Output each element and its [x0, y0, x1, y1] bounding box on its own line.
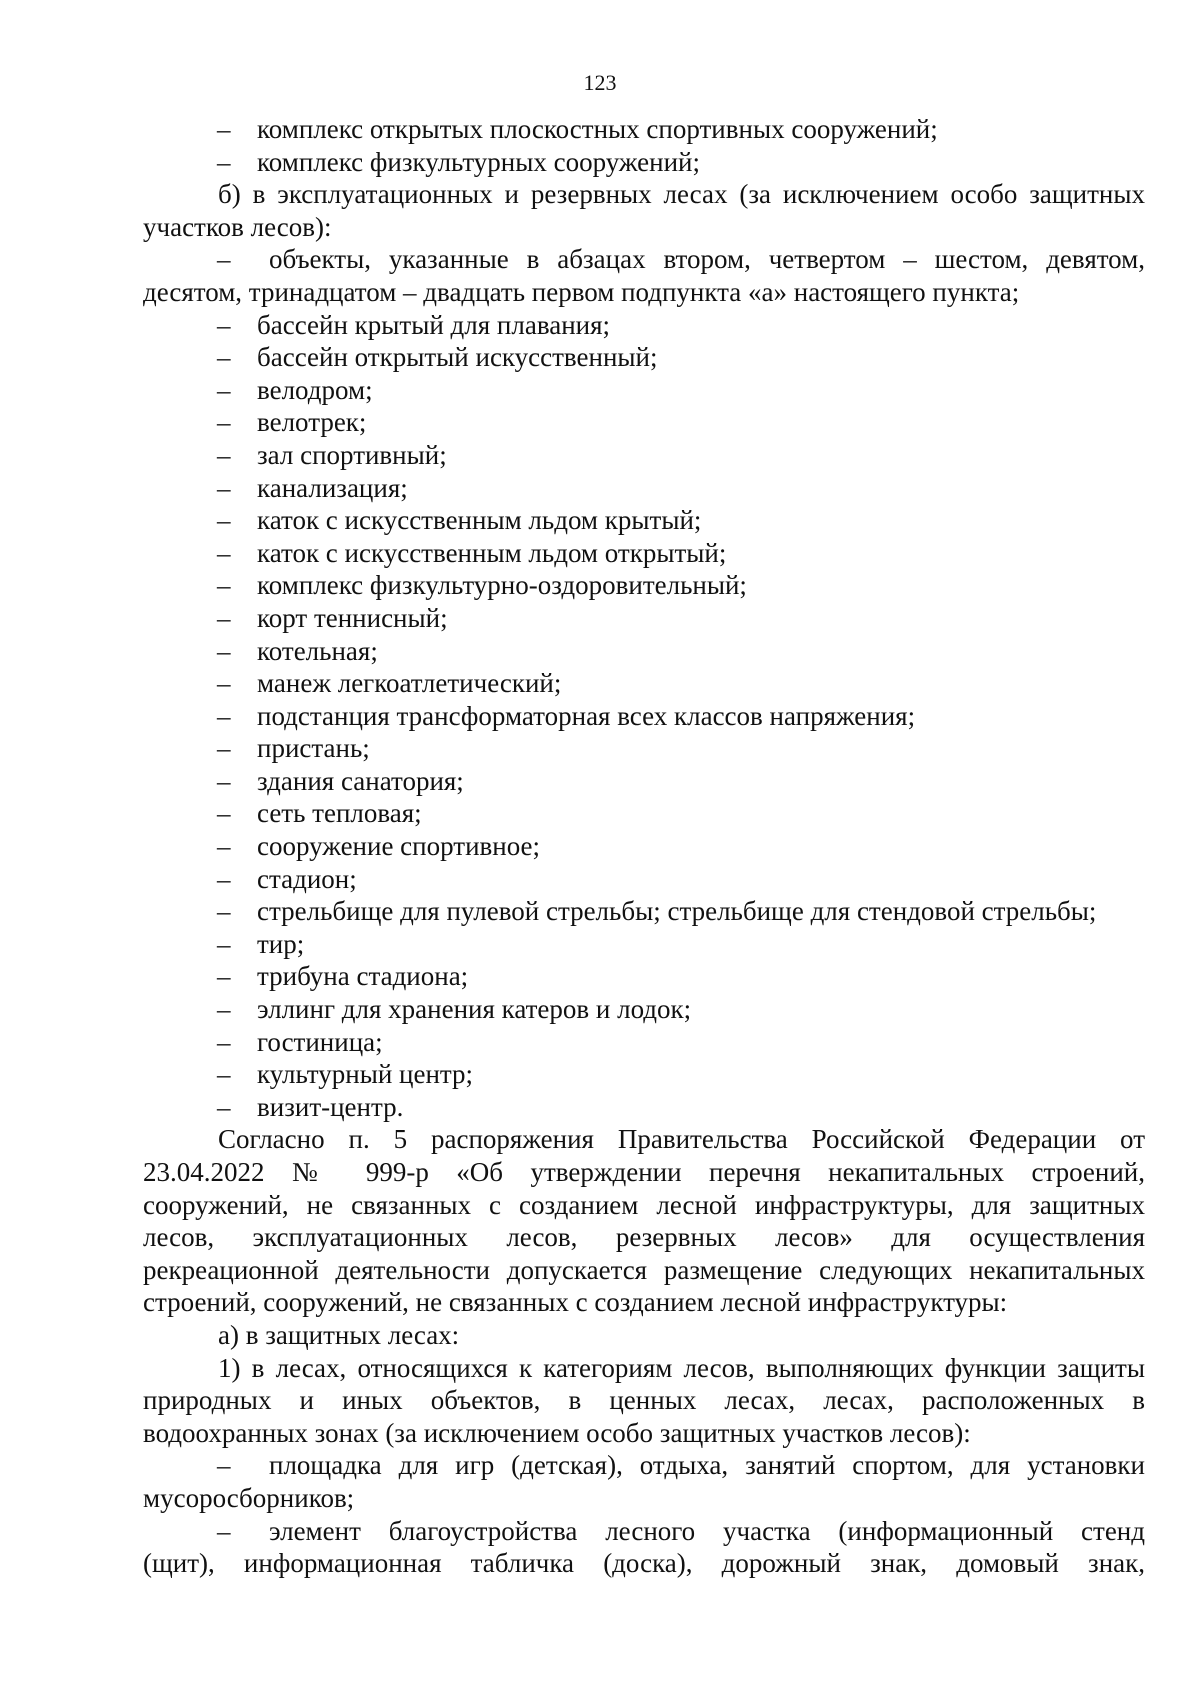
line-text: природных и иных объектов, в ценных лесах, лесах, расположенных в — [143, 1385, 1145, 1416]
list-dash: – — [217, 602, 231, 633]
text-line — [143, 1058, 1145, 1091]
text-line — [143, 1156, 1145, 1189]
list-dash: – — [217, 439, 231, 470]
text-line — [143, 276, 1145, 309]
text-line — [143, 732, 1145, 765]
text-line — [143, 341, 1145, 374]
line-text: десятом, тринадцатом – двадцать первом подпункта «а» настоящего пункта; — [143, 276, 1020, 307]
list-dash: – — [217, 537, 231, 568]
list-dash: – — [217, 472, 231, 503]
list-dash: – — [217, 114, 231, 144]
line-text: б) в эксплуатационных и резервных лесах (за исключением особо защитных — [218, 179, 1145, 210]
list-dash: – — [217, 570, 231, 601]
text-line — [143, 472, 1145, 505]
text-line — [143, 1352, 1145, 1385]
line-text: участков лесов): — [143, 211, 332, 242]
text-line — [143, 243, 1145, 276]
text-line — [143, 1189, 1145, 1222]
page-number: 123 — [583, 70, 617, 95]
list-dash: – — [217, 244, 231, 275]
line-text: объекты, указанные в абзацах втором, четвертом – шестом, девятом, — [269, 244, 1145, 275]
list-dash: – — [217, 1059, 231, 1090]
text-line — [143, 765, 1145, 798]
text-line — [143, 993, 1145, 1026]
list-dash: – — [217, 1091, 231, 1122]
list-dash: – — [217, 1026, 231, 1057]
list-dash: – — [217, 928, 231, 959]
list-dash: – — [217, 896, 231, 927]
line-text: комплекс открытых плоскостных спортивных сооружений; — [257, 114, 938, 144]
text-line — [143, 1026, 1145, 1059]
line-text: площадка для игр (детская), отдыха, занятий спортом, для установки — [269, 1450, 1145, 1481]
text-line — [143, 1254, 1145, 1287]
text-line — [143, 667, 1145, 700]
list-dash: – — [217, 668, 231, 699]
text-line — [143, 797, 1145, 830]
document-body — [143, 113, 1145, 1580]
line-text: гостиница; — [257, 1026, 383, 1057]
line-text: каток с искусственным льдом открытый; — [257, 537, 727, 568]
line-text: комплекс физкультурных сооружений; — [257, 146, 701, 177]
text-line — [143, 504, 1145, 537]
line-text: 23.04.2022 № 999-р «Об утверждении перечня некапитальных строений, — [143, 1157, 1145, 1187]
list-dash: – — [217, 1515, 231, 1546]
list-dash: – — [217, 1450, 231, 1481]
line-text: (щит), информационная табличка (доска), дорожный знак, домовый знак, — [143, 1548, 1145, 1579]
list-dash: – — [217, 635, 231, 666]
text-line — [143, 374, 1145, 407]
line-text: стрельбище для пулевой стрельбы; стрельбище для стендовой стрельбы; — [257, 896, 1097, 927]
text-line — [143, 1286, 1145, 1319]
list-dash: – — [217, 831, 231, 862]
text-line — [143, 960, 1145, 993]
line-text: лесов, эксплуатационных лесов, резервных лесов» для осуществления — [143, 1222, 1145, 1253]
text-line — [143, 895, 1145, 928]
text-line — [143, 113, 1145, 146]
text-line — [143, 309, 1145, 342]
text-line — [143, 928, 1145, 961]
list-dash: – — [217, 505, 231, 536]
line-text: котельная; — [257, 635, 378, 666]
text-line — [143, 146, 1145, 179]
text-line — [143, 700, 1145, 733]
text-line — [143, 863, 1145, 896]
line-text: каток с искусственным льдом крытый; — [257, 505, 702, 536]
list-dash: – — [217, 765, 231, 796]
line-text: рекреационной деятельности допускается размещение следующих некапитальных — [143, 1254, 1145, 1285]
line-text: сооружение спортивное; — [257, 831, 541, 862]
text-line — [143, 1417, 1145, 1450]
line-text: комплекс физкультурно-оздоровительный; — [257, 570, 747, 601]
line-text: зал спортивный; — [257, 439, 447, 470]
text-line — [143, 439, 1145, 472]
line-text: велодром; — [257, 374, 373, 405]
list-dash: – — [217, 407, 231, 438]
text-line — [143, 569, 1145, 602]
line-text: а) в защитных лесах: — [218, 1319, 460, 1350]
text-line — [143, 1319, 1145, 1352]
line-text: культурный центр; — [257, 1059, 474, 1090]
text-line — [143, 178, 1145, 211]
text-line — [143, 1547, 1145, 1580]
line-text: элемент благоустройства лесного участка (информационный стенд — [269, 1515, 1145, 1546]
text-line — [143, 1482, 1145, 1515]
text-line — [143, 1123, 1145, 1156]
line-text: корт теннисный; — [257, 602, 448, 633]
list-dash: – — [217, 994, 231, 1025]
text-line — [143, 406, 1145, 439]
line-text: строений, сооружений, не связанных с созданием лесной инфраструктуры: — [143, 1287, 1008, 1318]
text-line — [143, 1384, 1145, 1417]
text-line — [143, 1449, 1145, 1482]
list-dash: – — [217, 309, 231, 340]
line-text: Согласно п. 5 распоряжения Правительства Российской Федерации от — [218, 1124, 1145, 1155]
line-text: сеть тепловая; — [257, 798, 422, 829]
text-line — [143, 1221, 1145, 1254]
text-line — [143, 635, 1145, 668]
line-text: водоохранных зонах (за исключением особо защитных участков лесов): — [143, 1417, 971, 1448]
text-line — [143, 830, 1145, 863]
line-text: здания санатория; — [257, 765, 464, 796]
list-dash: – — [217, 961, 231, 992]
line-text: визит-центр. — [257, 1091, 404, 1122]
text-line — [143, 1515, 1145, 1548]
text-line — [143, 211, 1145, 244]
list-dash: – — [217, 798, 231, 829]
line-text: подстанция трансформаторная всех классов напряжения; — [257, 700, 916, 731]
list-dash: – — [217, 863, 231, 894]
line-text: велотрек; — [257, 407, 367, 438]
line-text: бассейн крытый для плавания; — [257, 309, 611, 340]
line-text: сооружений, не связанных с созданием лесной инфраструктуры, для защитных — [143, 1189, 1145, 1220]
text-line — [143, 1091, 1145, 1124]
line-text: стадион; — [257, 863, 357, 894]
line-text: 1) в лесах, относящихся к категориям лесов, выполняющих функции защиты — [218, 1352, 1145, 1383]
line-text: мусоросборников; — [143, 1482, 355, 1513]
line-text: пристань; — [257, 733, 370, 764]
text-line — [143, 602, 1145, 635]
list-dash: – — [217, 374, 231, 405]
line-text: бассейн открытый искусственный; — [257, 342, 658, 373]
text-line — [143, 537, 1145, 570]
line-text: канализация; — [257, 472, 408, 503]
list-dash: – — [217, 342, 231, 373]
line-text: тир; — [257, 928, 305, 959]
list-dash: – — [217, 700, 231, 731]
line-text: трибуна стадиона; — [257, 961, 469, 992]
line-text: эллинг для хранения катеров и лодок; — [257, 994, 692, 1025]
list-dash: – — [217, 146, 231, 177]
line-text: манеж легкоатлетический; — [257, 668, 562, 699]
list-dash: – — [217, 733, 231, 764]
